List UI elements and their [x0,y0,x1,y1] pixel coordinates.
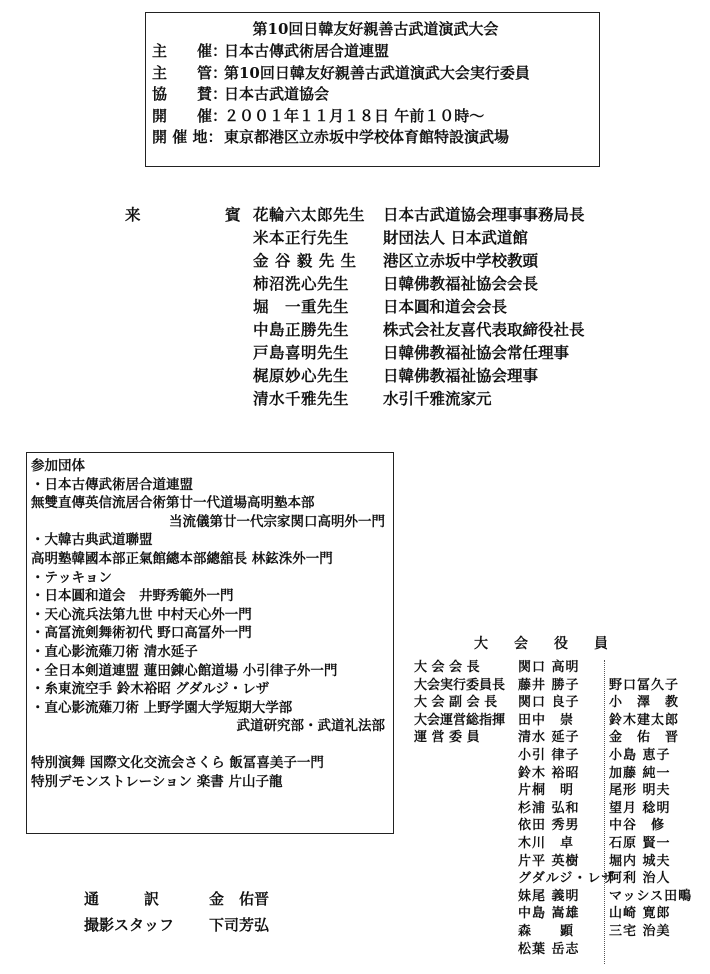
officer-name: 鈴木建太郎 [609,712,680,728]
guest-name: 堀 一重先生 [253,297,350,316]
participant-line: 高明塾韓國本部正氣館總本部總舘長 林鉉洙外一門 [31,550,333,567]
guest-title: 日韓佛教福祉協会理事 [383,366,539,385]
officer-row [414,853,694,871]
officer-name: 片桐 明 [518,783,575,799]
guest-title: 日韓佛教福祉協会会長 [383,274,539,293]
participant-line: ・糸東流空手 鈴木裕昭 グダルジ・レザ [31,681,270,698]
officer-name: 鈴木 裕昭 [518,765,580,781]
guest-name: 梶原妙心先生 [253,366,350,385]
info-row [152,41,599,63]
guest-title: 財団法人 日本武道館 [383,228,528,247]
officer-name: 片平 英樹 [518,853,580,869]
officer-name: 堀内 城夫 [609,853,671,869]
officer-name: 尾形 明夫 [609,783,671,799]
officer-name: 藤井 勝子 [518,677,580,693]
officer-name: 妹尾 義明 [518,888,580,904]
officer-name: 木川 卓 [518,835,575,851]
officer-role: 大 会 会 長 [414,660,480,675]
guest-title: 港区立赤坂中学校教頭 [383,251,539,270]
officer-name: 中島 嵩雄 [518,906,580,922]
participant-groups-box [26,452,394,834]
officer-name: 三宅 治美 [609,923,671,939]
info-row [152,84,599,106]
guest-title: 水引千雅流家元 [383,389,492,408]
participant-line: ・日本古傳武術居合道連盟 [31,476,193,493]
guest-row [253,227,528,249]
officer-name: 小引 律子 [518,747,580,763]
participant-line: ・直心影流薙刀術 上野学園大学短期大学部 [31,699,293,716]
guest-name: 清水千雅先生 [253,389,350,408]
officer-row [414,729,694,747]
officer-name: 望月 稔明 [609,800,671,816]
event-info-rows [152,41,599,149]
officer-name: 関口 高明 [518,660,580,675]
staff-role: 撮影スタッフ [84,916,175,934]
officer-name: 中谷 修 [609,818,666,834]
officer-name: 石原 賢一 [609,835,671,851]
officer-name: 清水 延子 [518,730,580,746]
officer-list [414,633,694,958]
officer-name: マッシス田鴫 [609,888,693,904]
guest-row [253,342,569,364]
participant-line: ・日本圓和道会 井野秀範外一門 [31,588,234,605]
officer-name: 加藤 純一 [609,765,671,781]
info-value: ２００１年１１月１８日 午前１０時～ [224,106,485,125]
guest-title: 日韓佛教福祉協会常任理事 [383,343,570,362]
participant-line: 無雙直傳英信流居合術第廿一代道場高明塾本部 [31,495,315,512]
participant-line: 武道研究部・武道礼法部 [236,718,385,735]
participant-line: 特別演舞 国際文化交流会さくら 飯冨喜美子一門 [31,754,324,771]
staff-name: 下司芳弘 [209,916,270,934]
guest-name: 戸島喜明先生 [253,343,350,362]
guest-name: 中島正勝先生 [253,320,350,339]
info-row [152,127,599,149]
officer-name: 森 顕 [518,923,575,939]
staff-list [84,886,269,938]
officer-name: 関口 良子 [518,695,580,711]
info-value: 第10回日韓友好親善古武道演武大会実行委員 [224,63,530,82]
info-key: 主 催： [152,42,228,60]
officer-row [414,870,694,888]
officer-name: 小島 恵子 [609,747,671,763]
participant-line: ・テッキョン [31,569,112,586]
officer-name: 杉浦 弘和 [518,800,580,816]
officer-row [414,712,694,730]
officer-row [414,765,694,783]
officer-role: 大会運営総指揮 [414,712,506,728]
officer-column-divider [604,660,605,964]
participant-line: ・高冨流剣舞術初代 野口高冨外一門 [31,625,252,642]
participant-line: ・大韓古典武道聯盟 [31,532,153,549]
guest-name: 花輪六太郎先生 [253,205,366,224]
guest-title: 株式会社友喜代表取締役社長 [383,320,585,339]
officer-name: 小 澤 教 [609,695,680,711]
participant-line: 参加団体 [31,458,85,474]
info-value: 日本古傳武術居合道連盟 [224,42,390,60]
info-key: 開 催 地： [152,128,223,146]
officer-row [414,782,694,800]
officer-name: 田中 崇 [518,712,575,728]
participant-line: ・直心影流薙刀術 清水延子 [31,643,198,660]
info-key: 開 催： [152,106,228,125]
officer-row [414,659,694,677]
info-key: 主 管： [152,63,228,82]
officer-row [414,817,694,835]
guest-name: 米本正行先生 [253,228,350,247]
guest-row [253,204,585,226]
officer-row [414,835,694,853]
info-value: 日本古武道協会 [224,85,330,103]
officer-role: 運 営 委 員 [414,730,480,746]
officer-name: 阿利 治人 [609,871,671,887]
guest-label-a: 来 [125,205,141,224]
participant-line: 特別デモンストレーション 楽書 片山子龍 [31,773,283,790]
officer-row [414,694,694,712]
officer-row [414,941,694,959]
officer-role: 大 会 副 会 長 [414,695,498,711]
officer-name: 金 佑 晋 [609,730,680,746]
officers-title: 大会役員 [474,636,634,652]
info-value: 東京都港区立赤坂中学校体育館特設演武場 [224,128,510,146]
staff-role: 通 訳 [84,890,160,908]
officer-row [414,888,694,906]
staff-row [84,886,269,912]
officer-row [414,747,694,765]
guest-title: 日本古武道協会理事事務局長 [383,205,585,224]
guest-name: 金 谷 毅 先 生 [253,251,357,270]
officer-rows [414,659,694,958]
guest-label-b: 賓 [225,205,241,224]
officer-name: 依田 秀男 [518,818,580,834]
guest-row [253,250,538,272]
officer-row [414,905,694,923]
guest-row [253,319,585,341]
guest-row [253,296,507,318]
guest-row [253,388,492,410]
officer-name: グダルジ・レザ [518,871,616,887]
officer-role: 大会実行委員長 [414,677,506,693]
guest-title: 日本圓和道会会長 [383,297,508,316]
guest-row [253,365,538,387]
guest-row [253,273,538,295]
guest-name: 柿沼洗心先生 [253,274,350,293]
participant-line: ・全日本剣道連盟 蓮田錬心館道場 小引律子外一門 [31,662,338,679]
spacer [31,736,393,754]
staff-name: 金 佑晋 [209,890,270,908]
participant-line: ・天心流兵法第九世 中村天心外一門 [31,606,252,623]
officer-row [414,923,694,941]
staff-row [84,912,269,938]
info-row [152,106,599,128]
event-info-box [145,12,600,167]
officer-row [414,800,694,818]
officer-name: 山崎 寛郎 [609,906,671,922]
event-title: 第10回日韓友好親善古武道演武大会 [252,20,499,38]
info-key: 協 賛： [152,85,228,103]
officer-name: 野口冨久子 [609,677,680,693]
participant-line: 当流儀第廿一代宗家関口高明外一門 [169,513,385,530]
info-row [152,63,599,85]
officer-row [414,677,694,695]
officer-name: 松葉 岳志 [518,941,580,957]
